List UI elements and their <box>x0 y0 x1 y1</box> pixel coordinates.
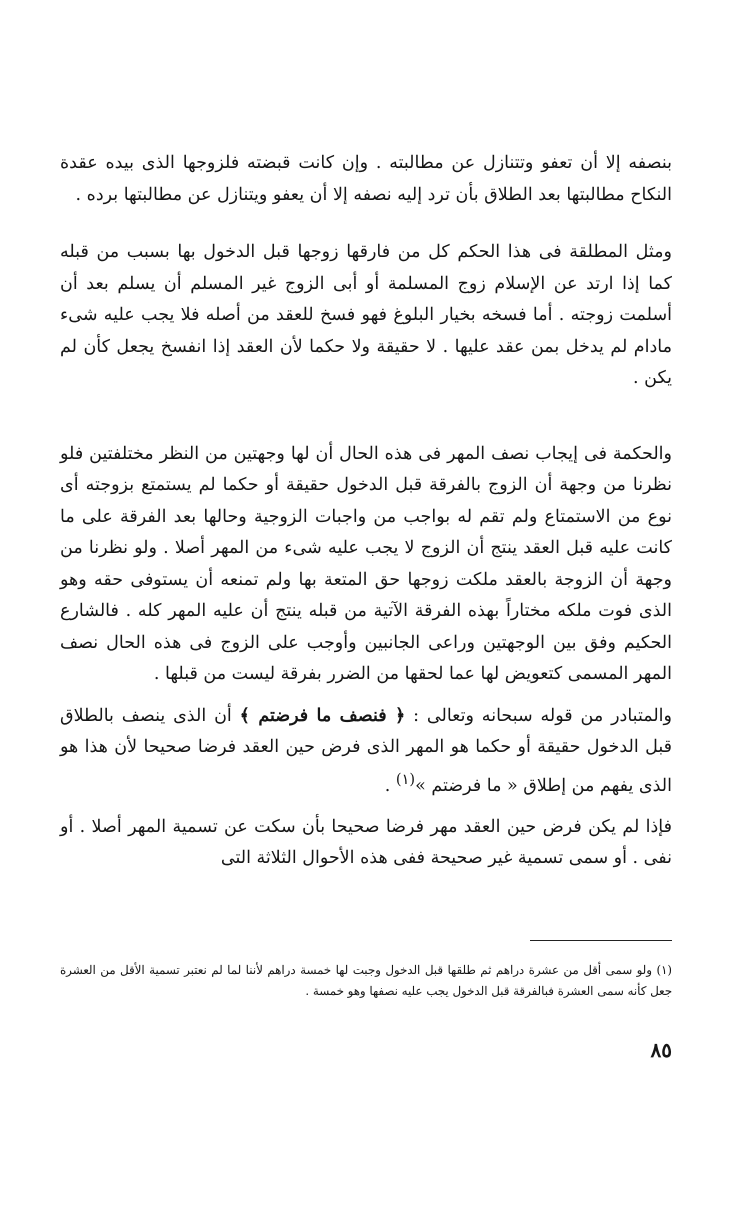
quran-quote: ﴿ فنصف ما فرضتم ﴾ <box>239 705 406 726</box>
paragraph-4-end: . <box>384 775 396 796</box>
book-page <box>60 148 672 1148</box>
paragraph-gap <box>60 395 672 439</box>
page-number: ٨٥ <box>650 1038 672 1062</box>
footnote-separator <box>530 940 672 941</box>
paragraph-1: بنصفه إلا أن تعفو وتتنازل عن مطالبته . وإن كانت قبضته فلزوجها الذى بيده عقدة النكاح مطالبتها بعد الطلاق بأن ترد إليه نصفه إلا أن يعفو ويتنازل عن مطالبتها برده . <box>60 153 672 205</box>
paragraph-gap <box>60 691 672 701</box>
paragraph-5: فإذا لم يكن فرض حين العقد مهر فرضا صحيحا بأن سكت عن تسمية المهر أصلا . أو نفى . أو سمى تسمية غير صحيحة ففى هذه الأحوال الثلاثة التى <box>60 816 672 869</box>
paragraph-2: ومثل المطلقة فى هذا الحكم كل من فارقها زوجها قبل الدخول بها بسبب من قبله كما إذا ارتد عن الإسلام زوج المسلمة أو أبى الزوج غير المسلم أن يسلم بعد أن أسلمت زوجته . أما فسخه بخيار البلوغ فهو فسخ للعقد من أصله فلا يجب عليه شىء مادام لم يدخل بمن عقد عليها . لا حقيقة ولا حكما لأن العقد إذا انفسخ يجعل كأن لم يكن . <box>60 242 672 388</box>
paragraph-gap <box>60 802 672 812</box>
paragraph-3: والحكمة فى إيجاب نصف المهر فى هذه الحال أن لها وجهتين من النظر مختلفتين فلو نظرنا من وجهة أن الزوج بالفرقة قبل الدخول حقيقة أو حكما لم يستمتع بزوجته أى نوع من الاستمتاع ولم تقم له بواجب من واجبات الزوجية وحالها بعد الفرقة على ما كانت عليه قبل العقد ينتج أن الزوج لا يجب عليه شىء من المهر أصلا . ولو نظرنا من وجهة أن الزوجة بالعقد ملكت زوجها حق المتعة بها ولم تمنعه أن يستوفى حقه وهو الذى فوت ملكه مختاراً بهذه الفرقة الآتية من قبله ينتج أن عليه المهر كله . فالشارع الحكيم وفق بين الوجهتين وراعى الجانبين وأوجب على الزوج فى هذه الحال نصف المهر المسمى كتعويض لها عما لحقها من الضرر بفرقة ليست من قبلها . <box>60 443 672 684</box>
paragraph-4 <box>60 701 672 802</box>
paragraph-4-body: أن الذى ينصف بالطلاق قبل الدخول حقيقة أو حكما هو المهر الذى فرض حين العقد فرضا صحيحا لأن هذا هو الذى يفهم من إطلاق « ما فرضتم » <box>60 705 672 796</box>
paragraph-4-intro: والمتبادر من قوله سبحانه وتعالى : <box>405 705 672 726</box>
footnote-reference: (١) <box>395 770 416 788</box>
paragraph-gap <box>60 211 672 237</box>
footnote: (١) ولو سمى أقل من عشرة دراهم ثم طلقها قبل الدخول وجبت لها خمسة دراهم لأننا لما لم نعتبر تسمية الأقل من العشرة جعل كأنه سمى العشرة فبالفرقة قبل الدخول يجب عليه نصفها وهو خمسة . <box>60 963 672 998</box>
